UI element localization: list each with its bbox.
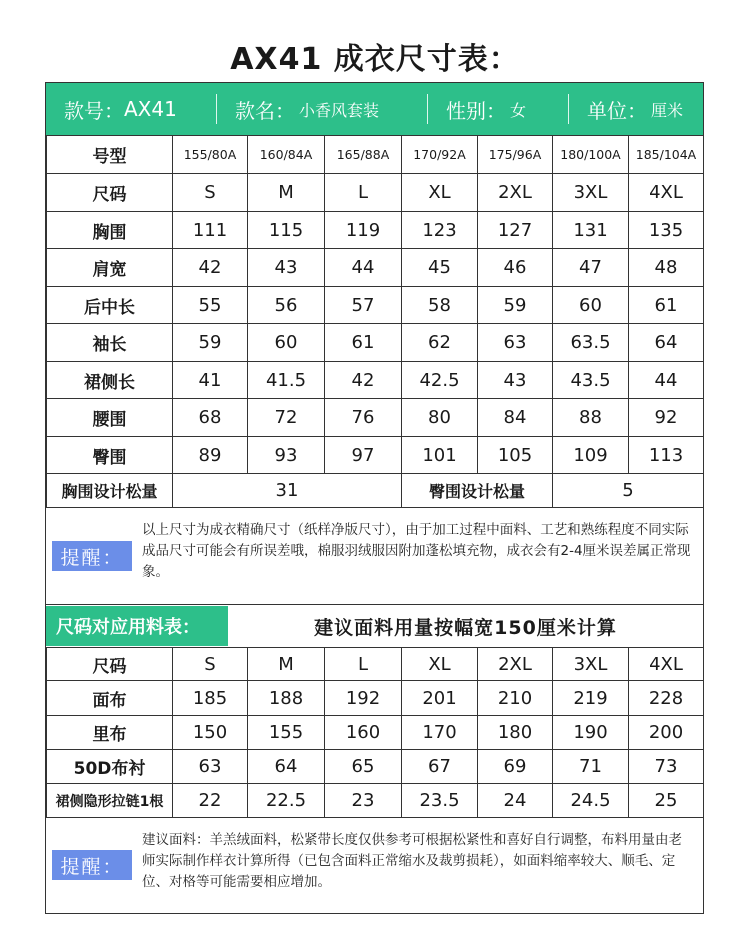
table-cell: 170 xyxy=(402,716,478,750)
fabric-table xyxy=(46,647,704,818)
header-divider xyxy=(216,94,217,124)
table-cell: 123 xyxy=(402,212,478,249)
row-label: 裙侧隐形拉链1根 xyxy=(47,784,173,818)
table-cell: 4XL xyxy=(629,648,704,681)
table-cell: 64 xyxy=(248,750,325,784)
table-cell: 200 xyxy=(629,716,704,750)
gender-value: 女 xyxy=(510,100,527,120)
table-row xyxy=(47,648,704,681)
table-cell: 219 xyxy=(553,681,629,716)
table-cell: 2XL xyxy=(478,174,553,212)
chest-ease-label: 胸围设计松量 xyxy=(47,474,173,508)
unit-value: 厘米 xyxy=(651,100,684,120)
table-cell: 43 xyxy=(478,362,553,399)
reminder-text: 以上尺寸为成衣精确尺寸（纸样净版尺寸），由于加工过程中面料、工艺和熟练程度不同实际成品尺寸可能会有所误差哦，棉服羽绒服因附加蓬松填充物，成衣会有2-4厘米误差属正常现象。 xyxy=(142,522,691,580)
table-cell: 41.5 xyxy=(248,362,325,399)
table-cell: 48 xyxy=(629,249,704,287)
table-cell: 43 xyxy=(248,249,325,287)
table-row xyxy=(47,681,704,716)
page-title: AX41 成衣尺寸表： xyxy=(230,42,520,77)
table-cell: 65 xyxy=(325,750,402,784)
table-cell: 60 xyxy=(248,324,325,362)
table-cell: 64 xyxy=(629,324,704,362)
table-cell: XL xyxy=(402,174,478,212)
table-cell: 84 xyxy=(478,399,553,437)
table-cell: 72 xyxy=(248,399,325,437)
row-label: 肩宽 xyxy=(47,249,173,287)
table-cell: 170/92A xyxy=(402,136,478,174)
table-cell: 59 xyxy=(478,287,553,324)
gender-label: 性别： xyxy=(446,98,506,123)
table-cell: 188 xyxy=(248,681,325,716)
fabric-reminder-badge: 提醒： xyxy=(52,850,132,880)
table-cell: 61 xyxy=(325,324,402,362)
table-row xyxy=(47,784,704,818)
table-cell: 175/96A xyxy=(478,136,553,174)
table-cell: 113 xyxy=(629,437,704,474)
row-label: 尺码 xyxy=(47,174,173,212)
row-label: 腰围 xyxy=(47,399,173,437)
header-divider xyxy=(568,94,569,124)
table-cell: 24.5 xyxy=(553,784,629,818)
table-row xyxy=(47,136,704,174)
fabric-section-tab: 尺码对应用料表： xyxy=(46,606,228,646)
size-chart-frame xyxy=(45,82,704,914)
row-label: 里布 xyxy=(47,716,173,750)
row-label: 号型 xyxy=(47,136,173,174)
header-bar xyxy=(46,83,703,135)
table-cell: 24 xyxy=(478,784,553,818)
table-row xyxy=(47,174,704,212)
table-cell: 41 xyxy=(173,362,248,399)
table-cell: S xyxy=(173,648,248,681)
table-cell: 57 xyxy=(325,287,402,324)
table-row xyxy=(47,399,704,437)
table-cell: 42 xyxy=(173,249,248,287)
table-cell: 131 xyxy=(553,212,629,249)
table-cell: 61 xyxy=(629,287,704,324)
table-cell: 150 xyxy=(173,716,248,750)
table-cell: 76 xyxy=(325,399,402,437)
table-row xyxy=(47,362,704,399)
table-cell: 80 xyxy=(402,399,478,437)
style-name-label: 款名： xyxy=(235,98,295,123)
table-cell: 58 xyxy=(402,287,478,324)
table-cell: 60 xyxy=(553,287,629,324)
table-cell: 101 xyxy=(402,437,478,474)
table-cell: M xyxy=(248,648,325,681)
table-row xyxy=(47,249,704,287)
chest-ease-value: 31 xyxy=(173,474,402,508)
header-divider xyxy=(427,94,428,124)
fabric-section-title: 建议面料用量按幅宽150厘米计算 xyxy=(314,616,617,639)
table-cell: 71 xyxy=(553,750,629,784)
table-row xyxy=(47,716,704,750)
table-cell: 119 xyxy=(325,212,402,249)
row-label: 胸围 xyxy=(47,212,173,249)
style-name-value: 小香风套装 xyxy=(299,100,380,120)
table-cell: 185 xyxy=(173,681,248,716)
row-label: 后中长 xyxy=(47,287,173,324)
table-cell: 160/84A xyxy=(248,136,325,174)
table-cell: 42.5 xyxy=(402,362,478,399)
table-cell: 42 xyxy=(325,362,402,399)
divider xyxy=(46,604,703,605)
table-cell: 63.5 xyxy=(553,324,629,362)
table-cell: 23 xyxy=(325,784,402,818)
table-cell: 44 xyxy=(629,362,704,399)
table-cell: L xyxy=(325,174,402,212)
table-cell: L xyxy=(325,648,402,681)
table-cell: 105 xyxy=(478,437,553,474)
table-row xyxy=(47,437,704,474)
table-cell: 88 xyxy=(553,399,629,437)
table-cell: 210 xyxy=(478,681,553,716)
ease-row xyxy=(47,474,704,508)
table-row xyxy=(47,287,704,324)
table-cell: 56 xyxy=(248,287,325,324)
fabric-reminder-text: 建议面料：羊羔绒面料，松紧带长度仅供参考可根据松紧性和喜好自行调整，布料用量由老师实际制作样衣计算所得（已包含面料正常缩水及裁剪损耗），如面料缩率较大、顺毛、定位、对格等可能需要相应增加。 xyxy=(142,832,682,890)
table-cell: 46 xyxy=(478,249,553,287)
table-cell: S xyxy=(173,174,248,212)
table-cell: 2XL xyxy=(478,648,553,681)
reminder-badge: 提醒： xyxy=(52,541,132,571)
row-label: 裙侧长 xyxy=(47,362,173,399)
table-cell: 3XL xyxy=(553,174,629,212)
table-row xyxy=(47,750,704,784)
table-cell: 63 xyxy=(478,324,553,362)
row-label: 面布 xyxy=(47,681,173,716)
table-cell: 155 xyxy=(248,716,325,750)
table-cell: 155/80A xyxy=(173,136,248,174)
table-cell: 63 xyxy=(173,750,248,784)
style-no-label: 款号： xyxy=(64,98,124,123)
table-cell: 190 xyxy=(553,716,629,750)
fabric-reminder-box xyxy=(46,816,703,913)
table-cell: 127 xyxy=(478,212,553,249)
table-cell: 160 xyxy=(325,716,402,750)
table-cell: 92 xyxy=(629,399,704,437)
hip-ease-value: 5 xyxy=(553,474,704,508)
row-label: 袖长 xyxy=(47,324,173,362)
table-cell: 180/100A xyxy=(553,136,629,174)
style-name xyxy=(217,83,427,135)
row-label: 臀围 xyxy=(47,437,173,474)
table-cell: 45 xyxy=(402,249,478,287)
table-cell: 192 xyxy=(325,681,402,716)
table-cell: 22.5 xyxy=(248,784,325,818)
table-cell: 23.5 xyxy=(402,784,478,818)
table-cell: 228 xyxy=(629,681,704,716)
table-row xyxy=(47,212,704,249)
table-cell: 93 xyxy=(248,437,325,474)
table-cell: 201 xyxy=(402,681,478,716)
table-cell: 3XL xyxy=(553,648,629,681)
table-cell: 68 xyxy=(173,399,248,437)
table-cell: 4XL xyxy=(629,174,704,212)
table-cell: 115 xyxy=(248,212,325,249)
table-cell: 165/88A xyxy=(325,136,402,174)
table-cell: 47 xyxy=(553,249,629,287)
table-cell: 89 xyxy=(173,437,248,474)
size-table xyxy=(46,135,704,508)
table-cell: M xyxy=(248,174,325,212)
table-cell: 67 xyxy=(402,750,478,784)
hip-ease-label: 臀围设计松量 xyxy=(402,474,553,508)
table-cell: 111 xyxy=(173,212,248,249)
table-cell: 180 xyxy=(478,716,553,750)
table-cell: 135 xyxy=(629,212,704,249)
table-cell: 62 xyxy=(402,324,478,362)
table-cell: 97 xyxy=(325,437,402,474)
table-row xyxy=(47,324,704,362)
unit xyxy=(569,83,703,135)
table-cell: 73 xyxy=(629,750,704,784)
table-cell: 22 xyxy=(173,784,248,818)
style-no-value: AX41 xyxy=(124,97,177,121)
fabric-section-header xyxy=(46,606,703,646)
table-cell: 109 xyxy=(553,437,629,474)
table-cell: 69 xyxy=(478,750,553,784)
table-cell: 59 xyxy=(173,324,248,362)
table-cell: XL xyxy=(402,648,478,681)
table-cell: 55 xyxy=(173,287,248,324)
row-label: 尺码 xyxy=(47,648,173,681)
row-label: 50D布衬 xyxy=(47,750,173,784)
style-no xyxy=(46,83,216,135)
table-cell: 185/104A xyxy=(629,136,704,174)
table-cell: 43.5 xyxy=(553,362,629,399)
table-cell: 44 xyxy=(325,249,402,287)
reminder-box xyxy=(46,508,703,604)
gender xyxy=(428,83,568,135)
unit-label: 单位： xyxy=(587,98,647,123)
table-cell: 25 xyxy=(629,784,704,818)
